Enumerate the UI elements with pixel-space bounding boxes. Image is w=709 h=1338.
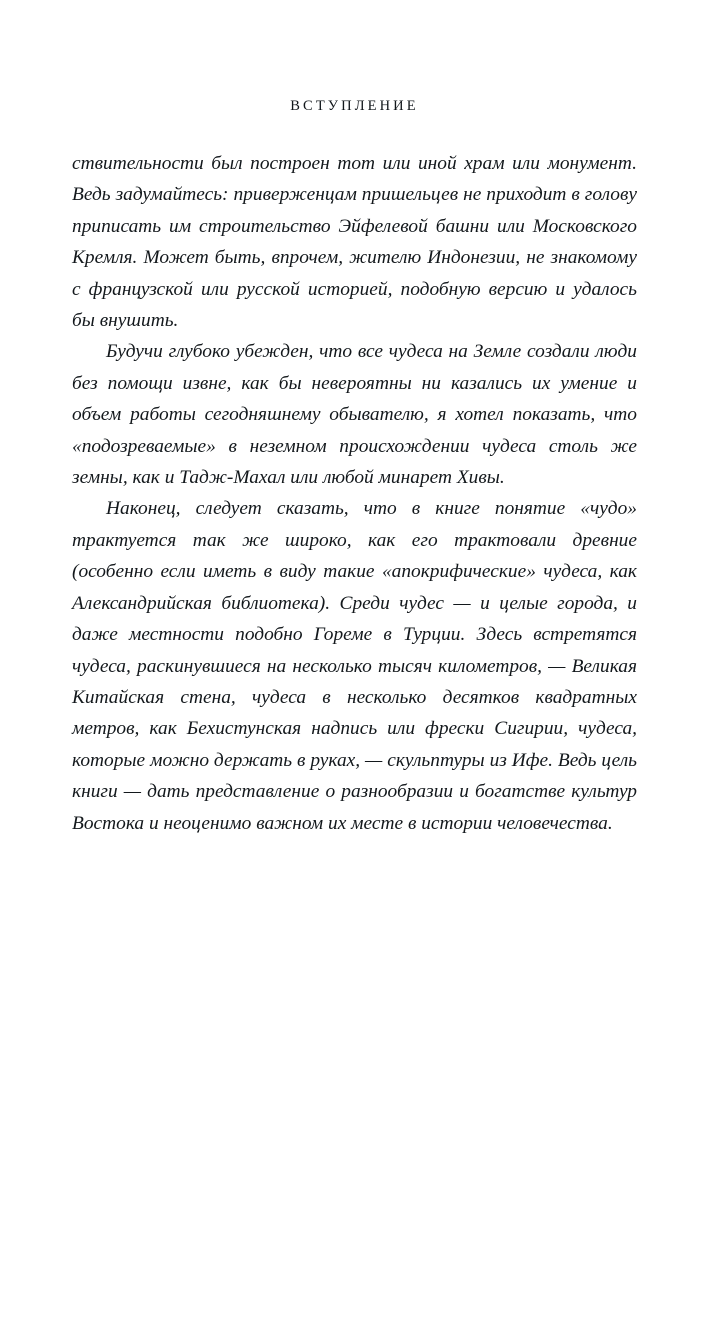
paragraph: Будучи глубоко убежден, что все чудеса на Земле создали люди без помощи извне, как бы невероятны ни казались их умение и объем работы сегодняшнему обывателю, я хотел показать, что «подозреваемые» в неземном происхождении чудеса столь же земны, как и Тадж-Махал или любой минарет Хивы.	[72, 341, 637, 489]
book-page	[0, 98, 709, 1338]
paragraph: Наконец, следует сказать, что в книге понятие «чудо» трактуется так же широко, как его трактовали древние (особенно если иметь в виду такие «апокрифические» чудеса, как Александрийская библиотека). Среди чудес — и целые города, и даже местности подобно Гореме в Турции. Здесь встретятся чудеса, раскинувшиеся на несколько тысяч километров, — Великая Китайская стена, чудеса в несколько десятков квадратных метров, как Бехистунская надпись или фрески Сигирии, чудеса, которые можно держать в руках, — скульптуры из Ифе. Ведь цель книги — дать представление о разнообразии и богатстве культур Востока и неоценимо важном их месте в истории человечества.	[72, 498, 637, 834]
running-head: ВСТУПЛЕНИЕ	[290, 98, 419, 114]
body-text	[72, 148, 637, 839]
paragraph-continuation: ствительности был построен тот или иной храм или монумент. Ведь задумайтесь: приверженцам пришельцев не приходит в голову приписать им строительство Эйфелевой башни или Московского Кремля. Может быть, впрочем, жителю Индонезии, не знакомому с французской или русской историей, подобную версию и удалось бы внушить.	[72, 153, 637, 332]
